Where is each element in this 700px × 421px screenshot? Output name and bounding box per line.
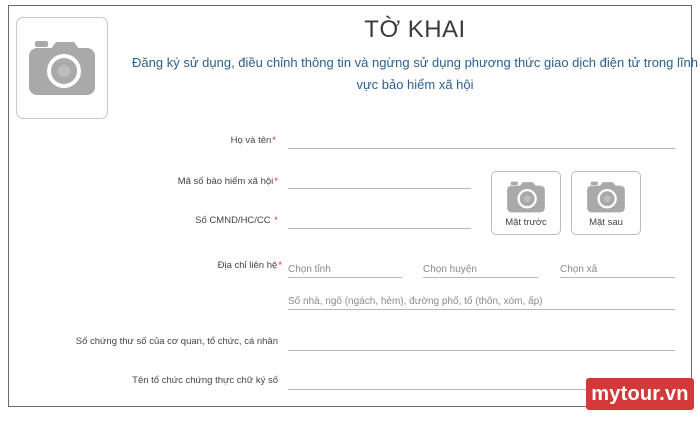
- back-photo-label: Mặt sau: [589, 217, 623, 228]
- required-mark: *: [272, 135, 276, 146]
- required-mark: *: [274, 176, 278, 187]
- street-address-input[interactable]: [288, 293, 675, 310]
- id-number-label: [195, 215, 278, 226]
- front-photo-label: Mặt trước: [505, 217, 547, 228]
- district-select[interactable]: [423, 261, 538, 278]
- cert-authority-label: Tên tổ chức chứng thực chữ ký số: [132, 375, 278, 386]
- province-select[interactable]: [288, 261, 402, 278]
- mytour-watermark: mytour.vn: [586, 378, 694, 410]
- social-insurance-label: [178, 176, 278, 187]
- contact-address-label-text: Địa chỉ liên hệ: [217, 260, 278, 271]
- full-name-label: [231, 135, 276, 146]
- full-name-input[interactable]: [288, 132, 675, 149]
- subtitle-line-2: vực bảo hiểm xã hội: [356, 77, 474, 92]
- id-number-input[interactable]: [288, 212, 471, 229]
- social-insurance-input[interactable]: [288, 172, 471, 189]
- page-subtitle: [125, 52, 700, 96]
- contact-address-label: [218, 260, 282, 271]
- front-photo-button[interactable]: [491, 171, 561, 235]
- digital-cert-label: Số chứng thư số của cơ quan, tổ chức, cá nhân: [75, 336, 278, 347]
- camera-icon: [506, 180, 546, 214]
- id-number-label-text: Số CMND/HC/CC: [195, 215, 271, 226]
- social-insurance-label-text: Mã số bảo hiểm xã hội: [177, 176, 274, 187]
- camera-icon: [27, 39, 97, 97]
- ward-select[interactable]: [560, 261, 675, 278]
- back-photo-button[interactable]: [571, 171, 641, 235]
- digital-cert-input[interactable]: [288, 334, 675, 351]
- camera-icon: [586, 180, 626, 214]
- cert-authority-input[interactable]: [288, 373, 588, 390]
- page-title: TỜ KHAI: [364, 16, 466, 43]
- required-mark: *: [274, 215, 278, 226]
- avatar-upload[interactable]: [16, 17, 108, 119]
- required-mark: *: [278, 260, 282, 271]
- subtitle-line-1: Đăng ký sử dụng, điều chỉnh thông tin và ngừng sử dụng phương thức giao dịch điện tử trong lĩnh: [132, 55, 698, 70]
- full-name-label-text: Họ và tên: [230, 135, 272, 146]
